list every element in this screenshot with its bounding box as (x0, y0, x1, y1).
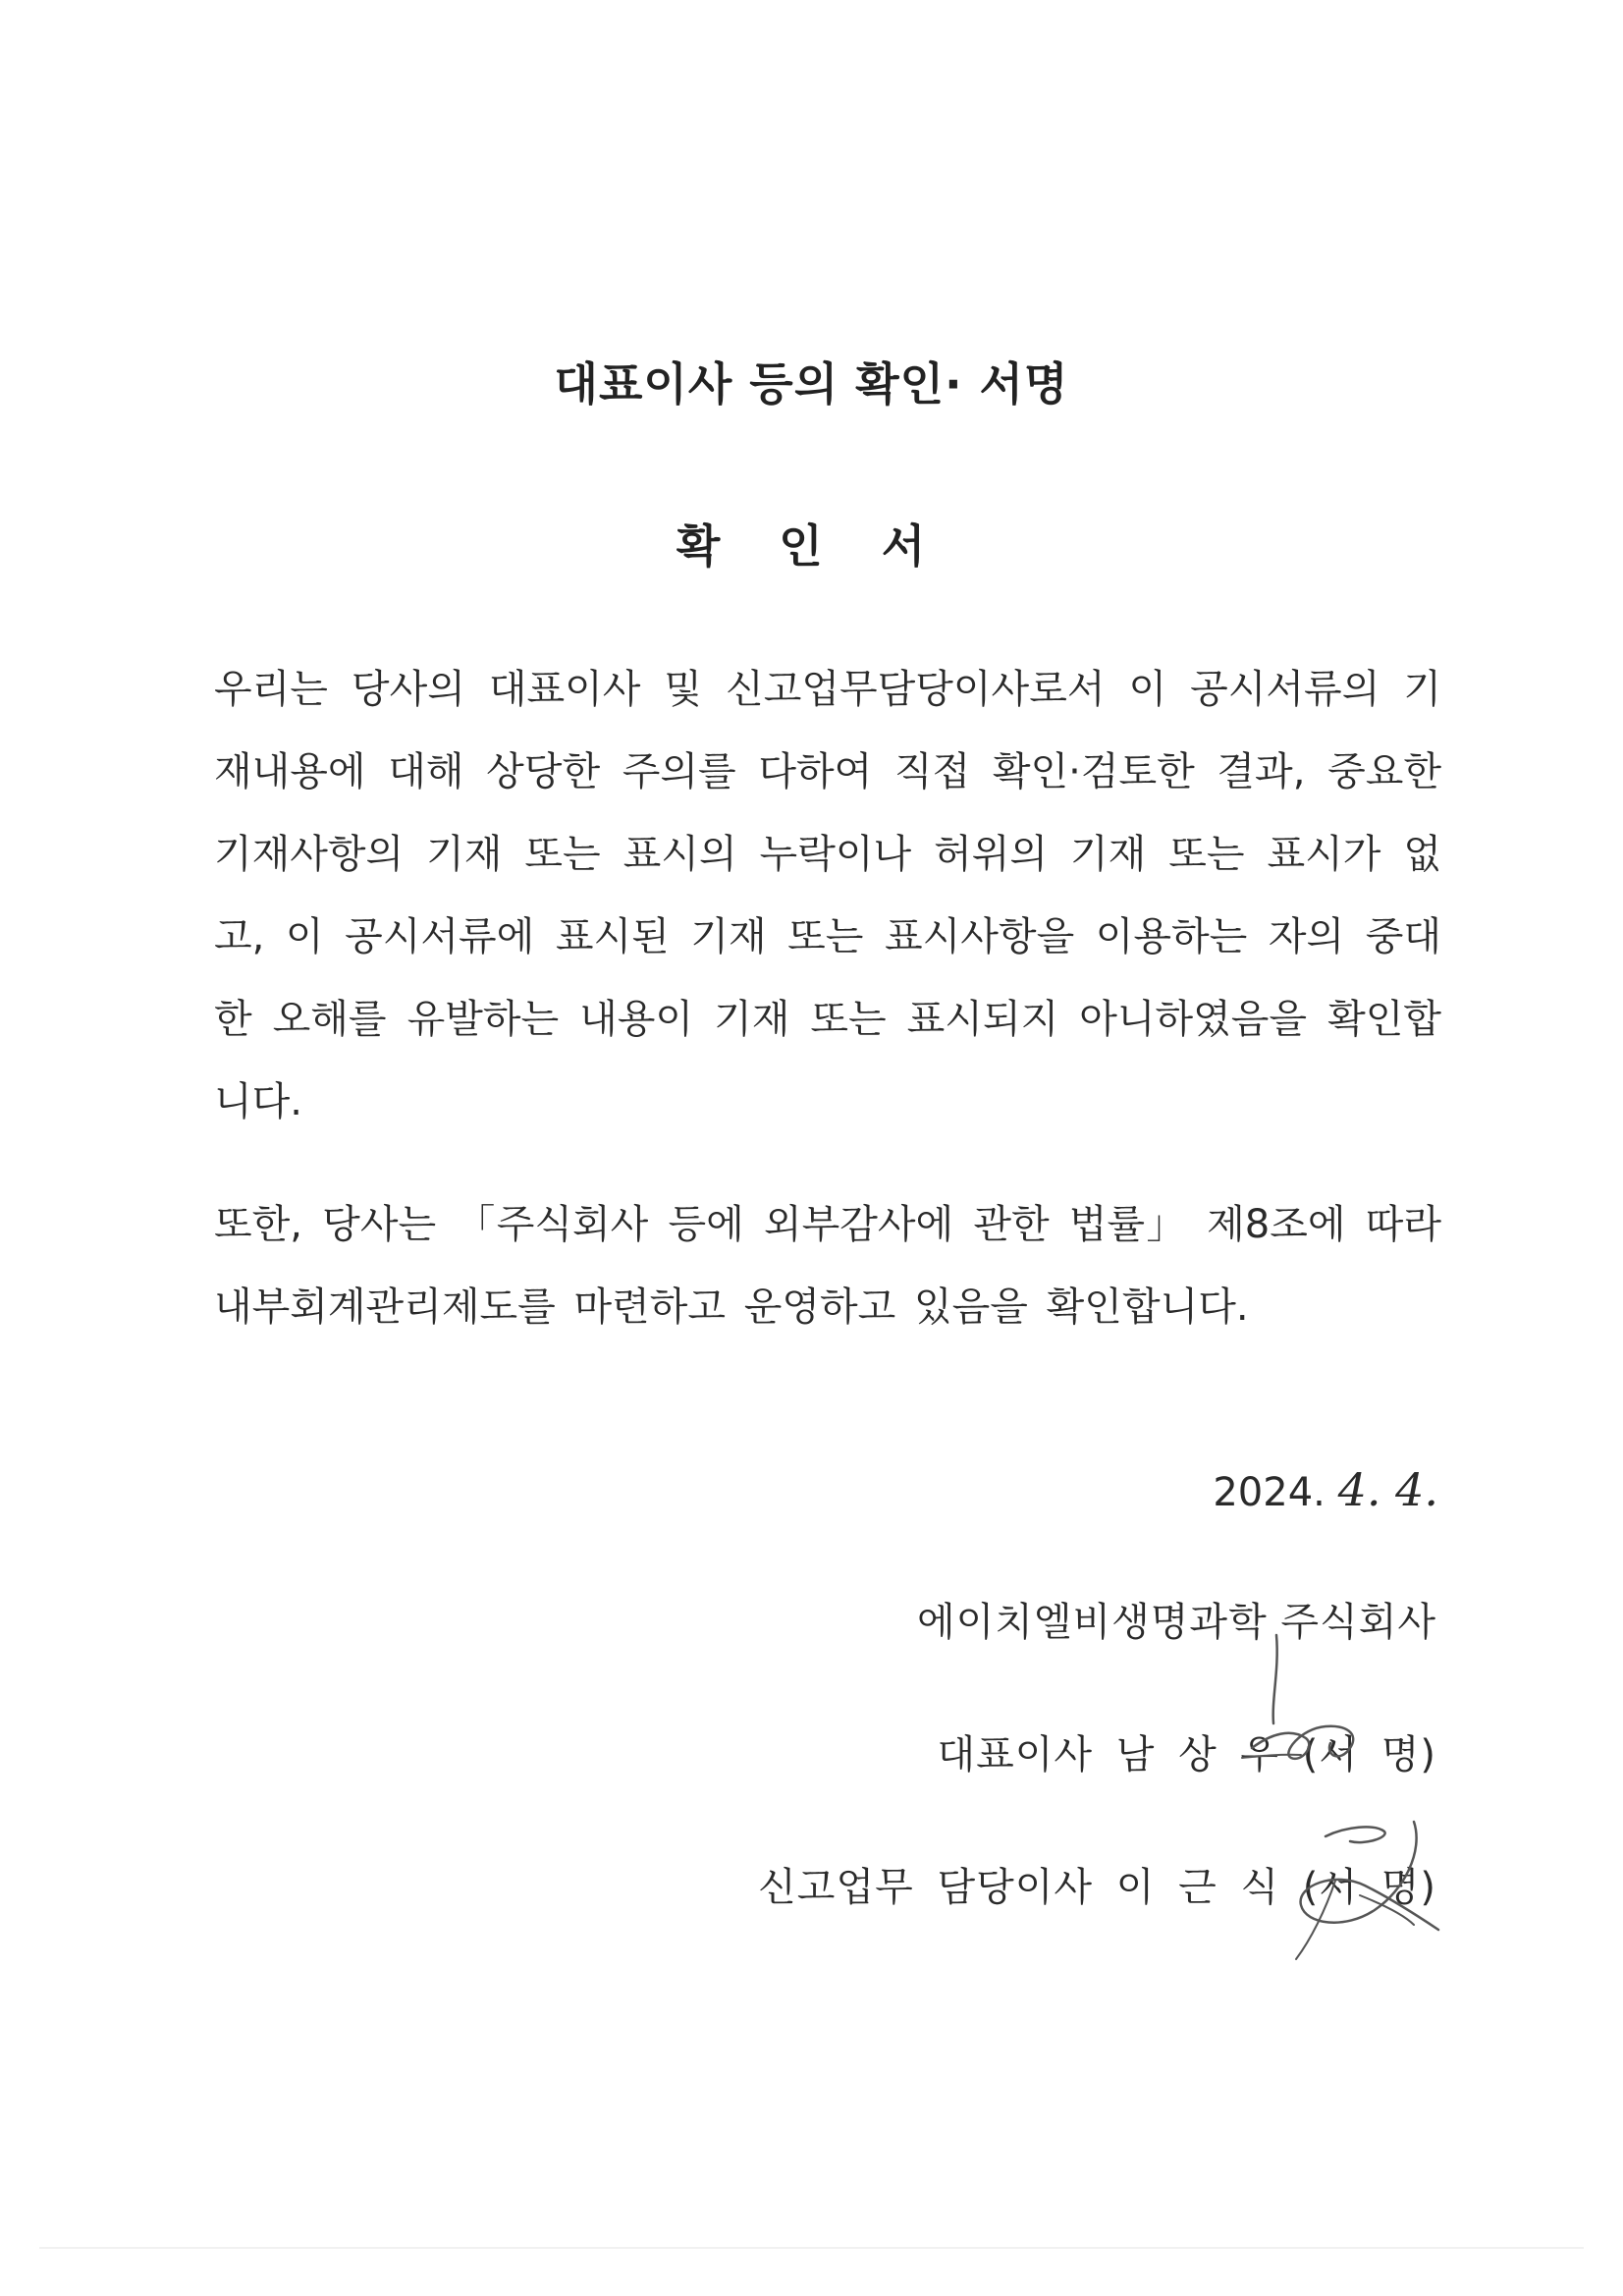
ceo-signature-line: 대표이사 남 상 우 (서 명) (937, 1732, 1436, 1777)
confirmation-paragraph: 우리는 당사의 대표이사 및 신고업무담당이사로서 이 공시서류의 기재내용에 대해 상당한 주의를 다하여 직접 확인·검토한 결과, 중요한 기재사항의 기재 또는 표시의 누락이나 허위의 기재 또는 표시가 없고, 이 공시서류에 표시된 기재 또는 표시사항을 이용하는 자의 중대한 오해를 유발하는 내용이 기재 또는 표시되지 아니하였음을 확인합니다. (214, 667, 1441, 1124)
signing-date (1213, 1463, 1438, 1516)
date-printed: 2024. (1213, 1470, 1325, 1515)
scan-edge-line (39, 2247, 1584, 2249)
company-name: 에이치엘비생명과학 주식회사 (916, 1600, 1436, 1645)
document-title: 대표이사 등의 확인· 서명 (554, 357, 1069, 410)
document-subtitle: 확 인 서 (676, 519, 947, 573)
date-handwritten: 4. 4. (1337, 1463, 1438, 1516)
officer-signature-line: 신고업무 담당이사 이 근 식 (서 명) (758, 1865, 1436, 1910)
internal-control-paragraph: 또한, 당사는 「주식회사 등에 외부감사에 관한 법률」 제8조에 따라 내부회계관리제도를 마련하고 운영하고 있음을 확인합니다. (214, 1202, 1441, 1330)
